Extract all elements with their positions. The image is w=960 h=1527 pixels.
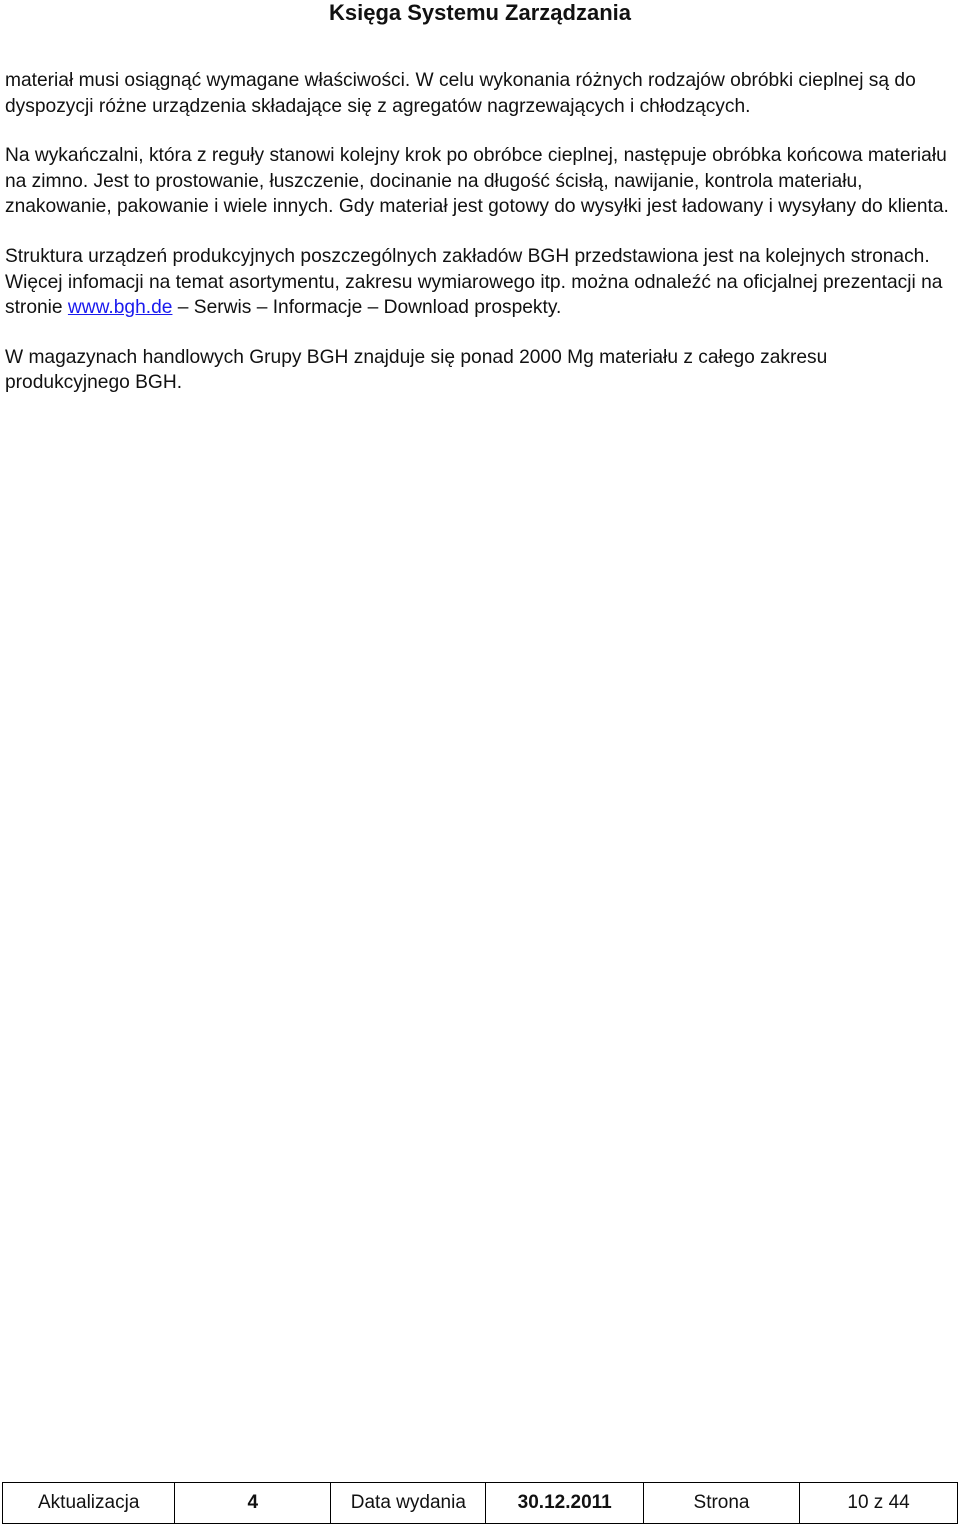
footer-update-value: 4 — [175, 1483, 331, 1524]
footer-row — [3, 1483, 958, 1524]
bgh-website-link[interactable]: www.bgh.de — [67, 297, 173, 319]
footer-issue-date-label: Data wydania — [331, 1483, 486, 1524]
page-header-title: Księga Systemu Zarządzania — [328, 0, 631, 25]
paragraph-finishing: Na wykańczalni, która z reguły stanowi kolejny krok po obróbce cieplnej, następuje obróbka końcowa materiału na zimno. Jest to prostowanie, łuszczenie, docinanie na długość ścisłą, nawijanie, kontrola materiału, znakowanie, pakowanie i wiele innych. Gdy materiał jest gotowy do wysyłki jest ładowany i wysyłany do klienta. — [5, 145, 949, 218]
footer-update-label: Aktualizacja — [3, 1483, 175, 1524]
footer-page-label: Strona — [643, 1483, 799, 1524]
paragraph-text-before-link: Struktura urządzeń produkcyjnych poszczególnych zakładów BGH przedstawiona jest na kolejnych stronach. Więcej infomacji na temat asortymentu, zakresu wymiarowego itp. można odnaleźć na oficjalnej prezentacji na stronie — [5, 245, 943, 319]
paragraph-heat-treatment: materiał musi osiągnąć wymagane właściwości. W celu wykonania różnych rodzajów obróbki cieplnej są do dyspozycji różne urządzenia składające się z agregatów nagrzewających i chłodzących. — [5, 70, 916, 117]
paragraph-production-structure — [5, 244, 957, 321]
paragraph-text-after-link: – Serwis – Informacje – Download prospekty. — [172, 297, 562, 319]
document-footer-table — [2, 1482, 958, 1524]
footer-issue-date-value: 30.12.2011 — [486, 1483, 643, 1524]
paragraph-warehouse: W magazynach handlowych Grupy BGH znajduje się ponad 2000 Mg materiału z całego zakresu produkcyjnego BGH. — [5, 346, 828, 394]
footer-page-value: 10 z 44 — [800, 1483, 958, 1524]
document-body — [5, 68, 957, 420]
